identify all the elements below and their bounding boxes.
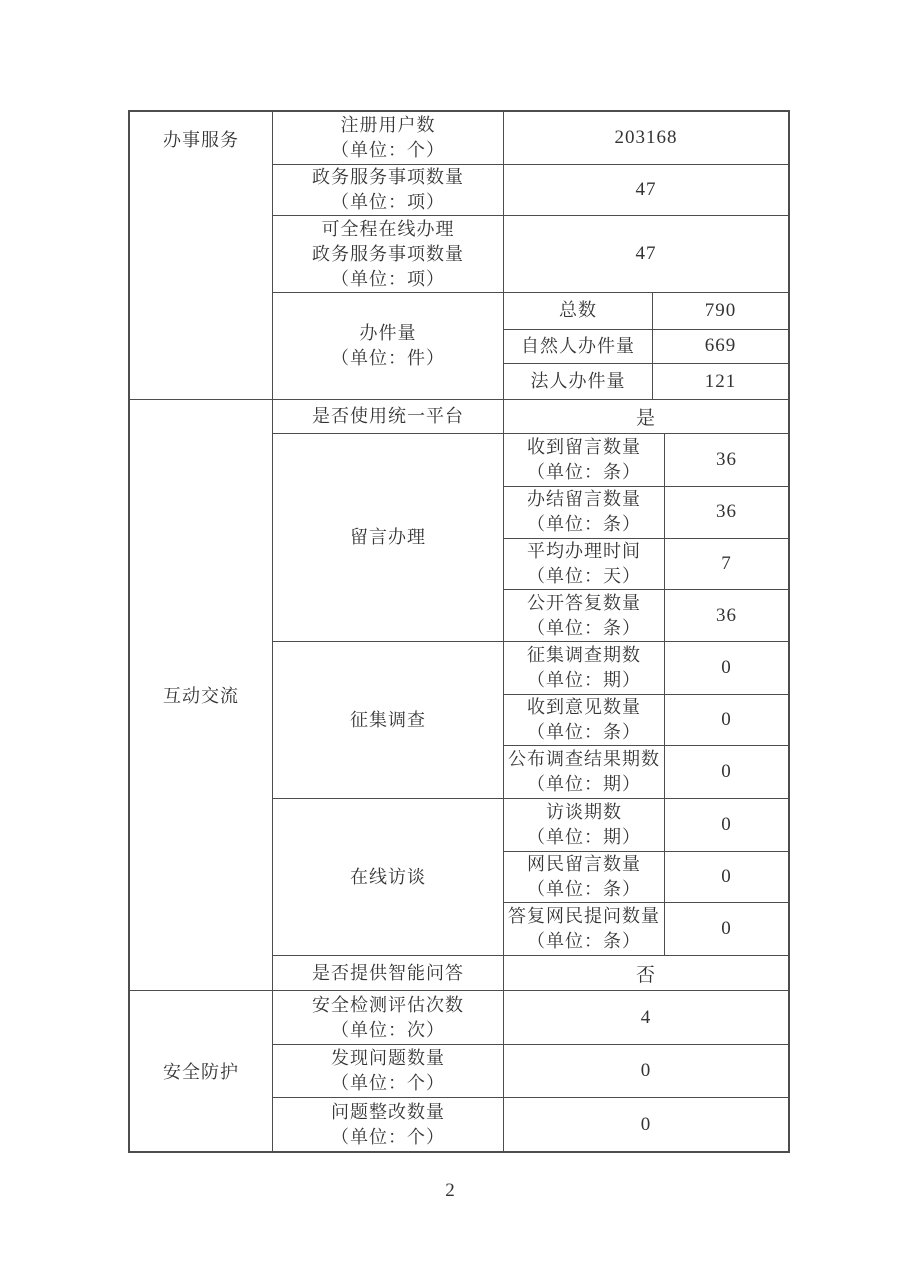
row-value: 47 [635,179,657,200]
section-interaction-rows [273,400,788,990]
table-row [273,164,788,215]
row-label-line: 发现问题数量 [331,1048,445,1068]
sub-value: 669 [704,335,737,357]
sub-label-line: （单位：条） [527,617,641,638]
sub-label-line: 办结留言数量 [527,489,641,510]
section-service-rows [273,112,788,399]
table-row [273,215,788,292]
page-number: 2 [445,1180,455,1201]
sub-label [504,293,653,329]
sub-label-line: 收到意见数量 [527,697,641,717]
row-label [273,165,504,215]
sub-label-line: （单位：条） [527,514,641,535]
section-interaction [130,399,788,990]
sub-label-line: （单位：天） [527,565,641,586]
sub-row [504,851,788,903]
sub-label-line: （单位：条） [527,722,641,742]
group-label-line: 办件量 [359,323,417,343]
sub-label [504,695,665,746]
sub-label-line: 法人办件量 [530,371,626,392]
sub-label [504,330,653,364]
sub-value: 0 [721,866,732,887]
table-row-group [273,292,788,399]
sub-label-line: （单位：期） [527,669,641,690]
sub-row [504,329,788,364]
sub-label-line: 总数 [559,300,597,321]
group-label [273,799,504,955]
sub-label-line: （单位：条） [527,931,641,952]
sub-row [504,745,788,798]
row-label [273,991,504,1044]
table-row [273,1097,788,1151]
row-label-line: 政务服务事项数量 [312,243,464,264]
sub-value: 0 [721,813,732,835]
sub-label [504,642,665,694]
sub-table [504,293,788,399]
group-label-line: 留言办理 [350,527,426,547]
sub-label-line: （单位：条） [527,461,641,482]
sub-row [504,589,788,641]
row-value: 47 [635,243,657,264]
sub-row [504,538,788,590]
sub-label [504,539,665,590]
row-value: 否 [635,964,656,986]
category-label: 办事服务 [163,130,239,150]
table-row [273,1044,788,1097]
group-label [273,434,504,641]
sub-label [504,746,665,798]
row-label-line: 注册用户数 [340,115,436,135]
row-label-line: （单位：次） [331,1019,445,1040]
row-value: 203168 [614,127,678,148]
row-label [273,956,504,990]
sub-table [504,434,788,641]
table-row [273,112,788,164]
sub-label [504,590,665,641]
sub-label-line: 答复网民提问数量 [508,906,660,927]
row-label-line: （单位：个） [331,1126,445,1147]
sub-label-line: 网民留言数量 [527,854,641,874]
sub-label-line: 自然人办件量 [521,335,635,356]
row-label [273,400,504,433]
sub-value: 36 [716,501,737,523]
sub-value: 0 [721,656,732,678]
section-security-rows [273,991,788,1151]
table-row [273,955,788,990]
row-label-line: （单位：项） [331,192,445,212]
category-label: 安全防护 [163,1062,239,1082]
sub-label-line: 公布调查结果期数 [508,749,660,770]
group-label-line: 在线访谈 [350,866,426,887]
sub-value: 790 [704,299,737,321]
row-label-line: （单位：个） [331,140,445,160]
sub-label-line: （单位：条） [527,879,641,899]
sub-value: 0 [721,709,732,730]
group-label-line: （单位：件） [331,348,445,368]
row-label [273,216,504,292]
row-label-line: 安全检测评估次数 [312,994,464,1015]
sub-label [504,364,653,399]
row-label-line: 政务服务事项数量 [312,167,464,187]
sub-label-line: 访谈期数 [546,801,622,822]
sub-row [504,293,788,329]
sub-label-line: 征集调查期数 [527,644,641,665]
report-table [128,110,790,1153]
sub-row [504,799,788,851]
sub-label [504,903,665,955]
sub-label [504,799,665,851]
table-row-group [273,798,788,955]
group-label-line: 征集调查 [350,709,426,730]
row-label-line: 是否使用统一平台 [312,406,464,426]
category-cell-service [130,112,273,399]
group-label [273,642,504,798]
sub-label [504,852,665,903]
table-row-group [273,433,788,641]
row-label-line: （单位：个） [331,1073,445,1093]
sub-value: 7 [721,552,732,574]
sub-table [504,799,788,955]
table-row [273,991,788,1044]
sub-row [504,642,788,694]
sub-label-line: 公开答复数量 [527,592,641,613]
row-label-line: 是否提供智能问答 [312,962,464,983]
sub-row [504,486,788,538]
row-label [273,1045,504,1097]
sub-row [504,363,788,399]
row-label [273,112,504,164]
sub-label [504,434,665,486]
group-label [273,293,504,399]
table-row-group [273,641,788,798]
sub-value: 121 [704,370,737,392]
sub-value: 36 [716,604,737,626]
row-value: 0 [640,1060,652,1081]
row-label-line: 可全程在线办理 [321,218,455,239]
table-row [273,400,788,433]
category-cell-security [130,991,273,1151]
sub-value: 0 [721,918,732,940]
category-cell-interaction [130,400,273,990]
sub-label [504,487,665,538]
sub-row [504,434,788,486]
sub-label-line: （单位：期） [527,826,641,847]
sub-label-line: 平均办理时间 [527,540,641,561]
sub-table [504,642,788,798]
section-security [130,990,788,1151]
row-label-line: （单位：项） [331,268,445,289]
row-value: 是 [635,408,656,429]
row-label [273,1098,504,1151]
sub-label-line: （单位：期） [527,774,641,795]
category-label: 互动交流 [163,686,239,706]
sub-row [504,694,788,746]
row-value: 0 [640,1113,652,1135]
sub-value: 0 [721,761,732,783]
row-value: 4 [640,1006,652,1028]
section-service [130,112,788,399]
row-label-line: 问题整改数量 [331,1101,445,1122]
sub-value: 36 [716,448,737,470]
sub-label-line: 收到留言数量 [527,436,641,457]
sub-row [504,902,788,955]
